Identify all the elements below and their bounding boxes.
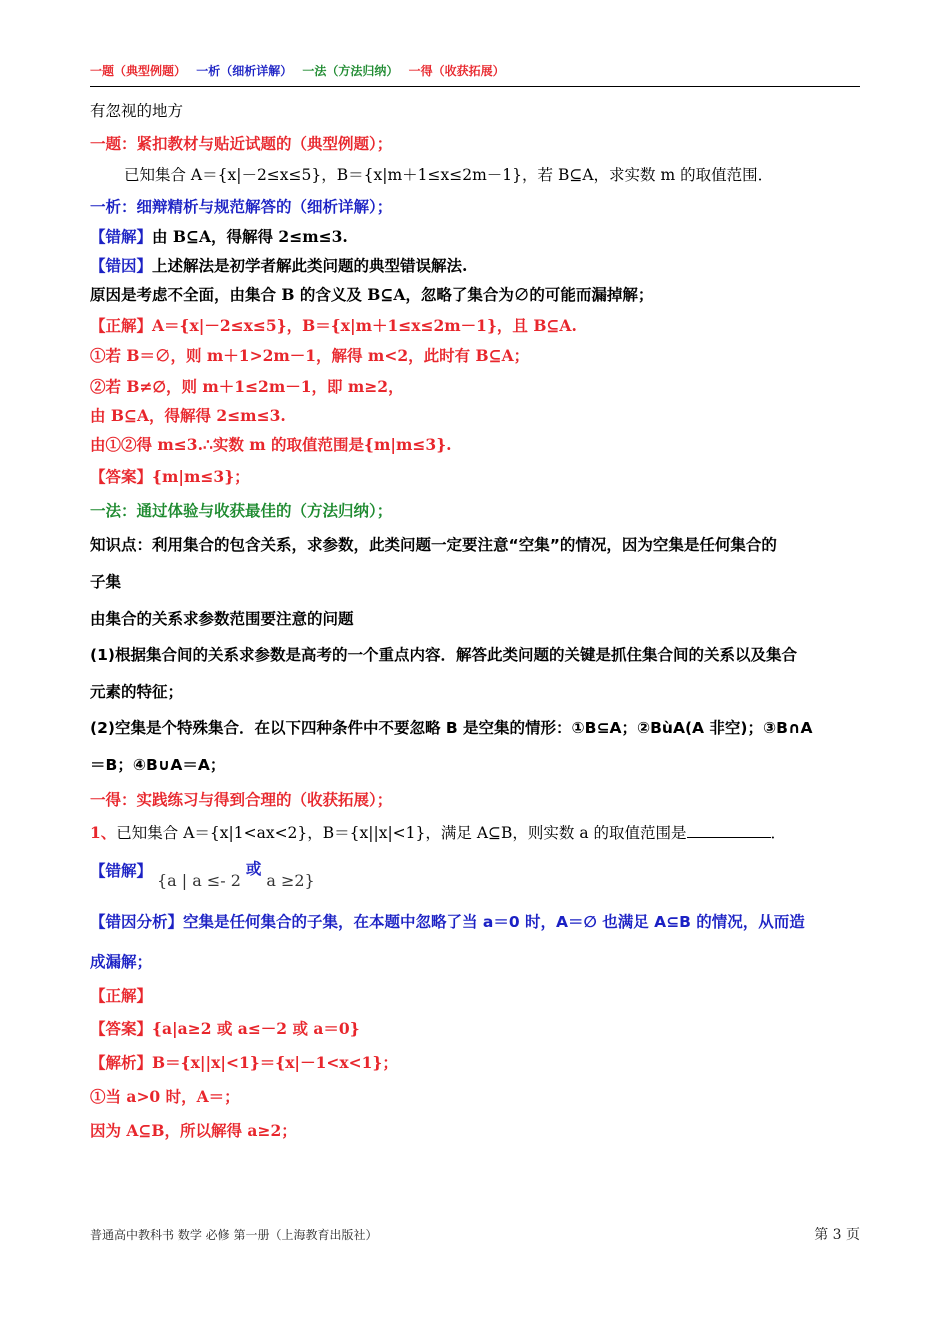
answer-blank — [687, 823, 771, 838]
exercise-one-line — [90, 822, 786, 844]
case-a-positive-result: 因为 A⊆B，所以解得 a≥2； — [90, 1121, 297, 1140]
exercise-text: 已知集合 A＝{x|1<ax<2}，B＝{x||x|<1}，满足 A⊆B，则实数 a 的取值范围是 — [116, 824, 687, 842]
header-tag-analysis: 一析（细析详解） — [196, 64, 293, 78]
wrong-solution-text: 由 B⊆A，得解得 2≤m≤3. — [152, 227, 348, 246]
analysis-text: B＝{x||x|<1}＝{x|－1<x<1}； — [152, 1053, 398, 1072]
point-two-text: (2)空集是个特殊集合．在以下四种条件中不要忽略 B 是空集的情形：①B⊆A；②BùA(A 非空)；③B∩A — [90, 719, 813, 737]
exercise-number: 1、 — [90, 823, 117, 842]
answer-2-text: {a|a≥2 或 a≤－2 或 a＝0} — [152, 1019, 360, 1038]
point-two-cont: ＝B；④B∪A＝A； — [90, 756, 226, 774]
answer-2-line — [90, 1018, 360, 1040]
knowledge-point-text: 知识点：利用集合的包含关系，求参数，此类问题一定要注意“空集”的情况，因为空集是任何集合的 — [90, 536, 777, 554]
exercise-end: ． — [770, 824, 787, 842]
error-analysis-line — [90, 911, 805, 933]
error-cause-line — [90, 255, 467, 277]
text-line: 有忽视的地方 — [90, 102, 184, 120]
error-reason-text: 原因是考虑不全面，由集合 B 的含义及 B⊆A，忽略了集合为∅的可能而漏掉解； — [90, 285, 654, 304]
point-one-text: (1)根据集合间的关系求参数是高考的一个重点内容．解答此类问题的关键是抓住集合间的关系以及集合 — [90, 646, 797, 664]
section-heading-method: 一法：通过体验与收获最佳的（方法归纳）； — [90, 502, 393, 520]
analysis-tag: 【解析】 — [90, 1054, 153, 1072]
case-two-text: ②若 B≠∅，则 m＋1≤2m－1，即 m≥2， — [90, 377, 404, 396]
header-tag-method: 一法（方法归纳） — [302, 64, 399, 78]
conclusion-text: 由①②得 m≤3.∴实数 m 的取值范围是{m|m≤3}. — [90, 435, 452, 454]
problem-statement: 已知集合 A＝{x|－2≤x≤5}，B＝{x|m＋1≤x≤2m－1}，若 B⊆A，求实数 m 的取值范围． — [124, 166, 774, 184]
answer-line — [90, 466, 250, 488]
error-analysis-text: 空集是任何集合的子集，在本题中忽略了当 a＝0 时，A＝∅ 也满足 A⊆B 的情况，从而造 — [183, 913, 805, 931]
subheading-text: 由集合的关系求参数范围要注意的问题 — [90, 610, 354, 628]
correct-solution-2-tag: 【正解】 — [90, 987, 153, 1005]
page-header — [90, 62, 860, 87]
correct-solution-text: A＝{x|－2≤x≤5}，B＝{x|m＋1≤x≤2m－1}，且 B⊆A. — [152, 316, 577, 335]
answer-text: {m|m≤3}； — [152, 467, 250, 486]
formula-part-b: a ≥2} — [266, 871, 315, 890]
formula-part-a: {a | a ≤- 2 — [156, 871, 241, 890]
case-a-positive: ①当 a>0 时，A＝； — [90, 1087, 240, 1106]
error-cause-tag: 【错因】 — [90, 257, 153, 275]
case-one-text: ①若 B＝∅，则 m＋1>2m－1，解得 m<2，此时有 B⊆A； — [90, 346, 530, 365]
section-heading-analysis: 一析：细辩精析与规范解答的（细析详解）； — [90, 198, 393, 216]
section-heading-gain: 一得：实践练习与得到合理的（收获拓展）； — [90, 791, 393, 809]
page-footer — [90, 1226, 860, 1243]
case-two-result: 由 B⊆A，得解得 2≤m≤3. — [90, 406, 286, 425]
correct-solution-line — [90, 315, 577, 337]
answer-2-tag: 【答案】 — [90, 1020, 153, 1038]
header-tag-gain: 一得（收获拓展） — [408, 64, 505, 78]
analysis-line — [90, 1052, 398, 1074]
header-tag-example: 一题（典型例题） — [90, 64, 187, 78]
correct-solution-tag: 【正解】 — [90, 317, 153, 335]
section-heading-example: 一题：紧扣教材与贴近试题的（典型例题）； — [90, 135, 393, 153]
answer-tag: 【答案】 — [90, 468, 153, 486]
knowledge-point-cont: 子集 — [90, 573, 122, 591]
wrong-solution-line — [90, 226, 348, 248]
error-cause-text: 上述解法是初学者解此类问题的典型错误解法. — [152, 256, 468, 275]
wrong-solution-2-tag: 【错解】 — [90, 862, 153, 880]
formula-or-word: 或 — [245, 860, 262, 878]
point-one-cont: 元素的特征； — [90, 683, 184, 701]
page-number: 第 3 页 — [814, 1227, 860, 1243]
footer-book-title: 普通高中教科书 数学 必修 第一册（上海教育出版社） — [90, 1228, 378, 1242]
error-analysis-tag: 【错因分析】 — [90, 913, 184, 931]
wrong-solution-2-line — [90, 856, 315, 890]
wrong-solution-tag: 【错解】 — [90, 228, 153, 246]
error-analysis-cont: 成漏解； — [90, 953, 153, 971]
